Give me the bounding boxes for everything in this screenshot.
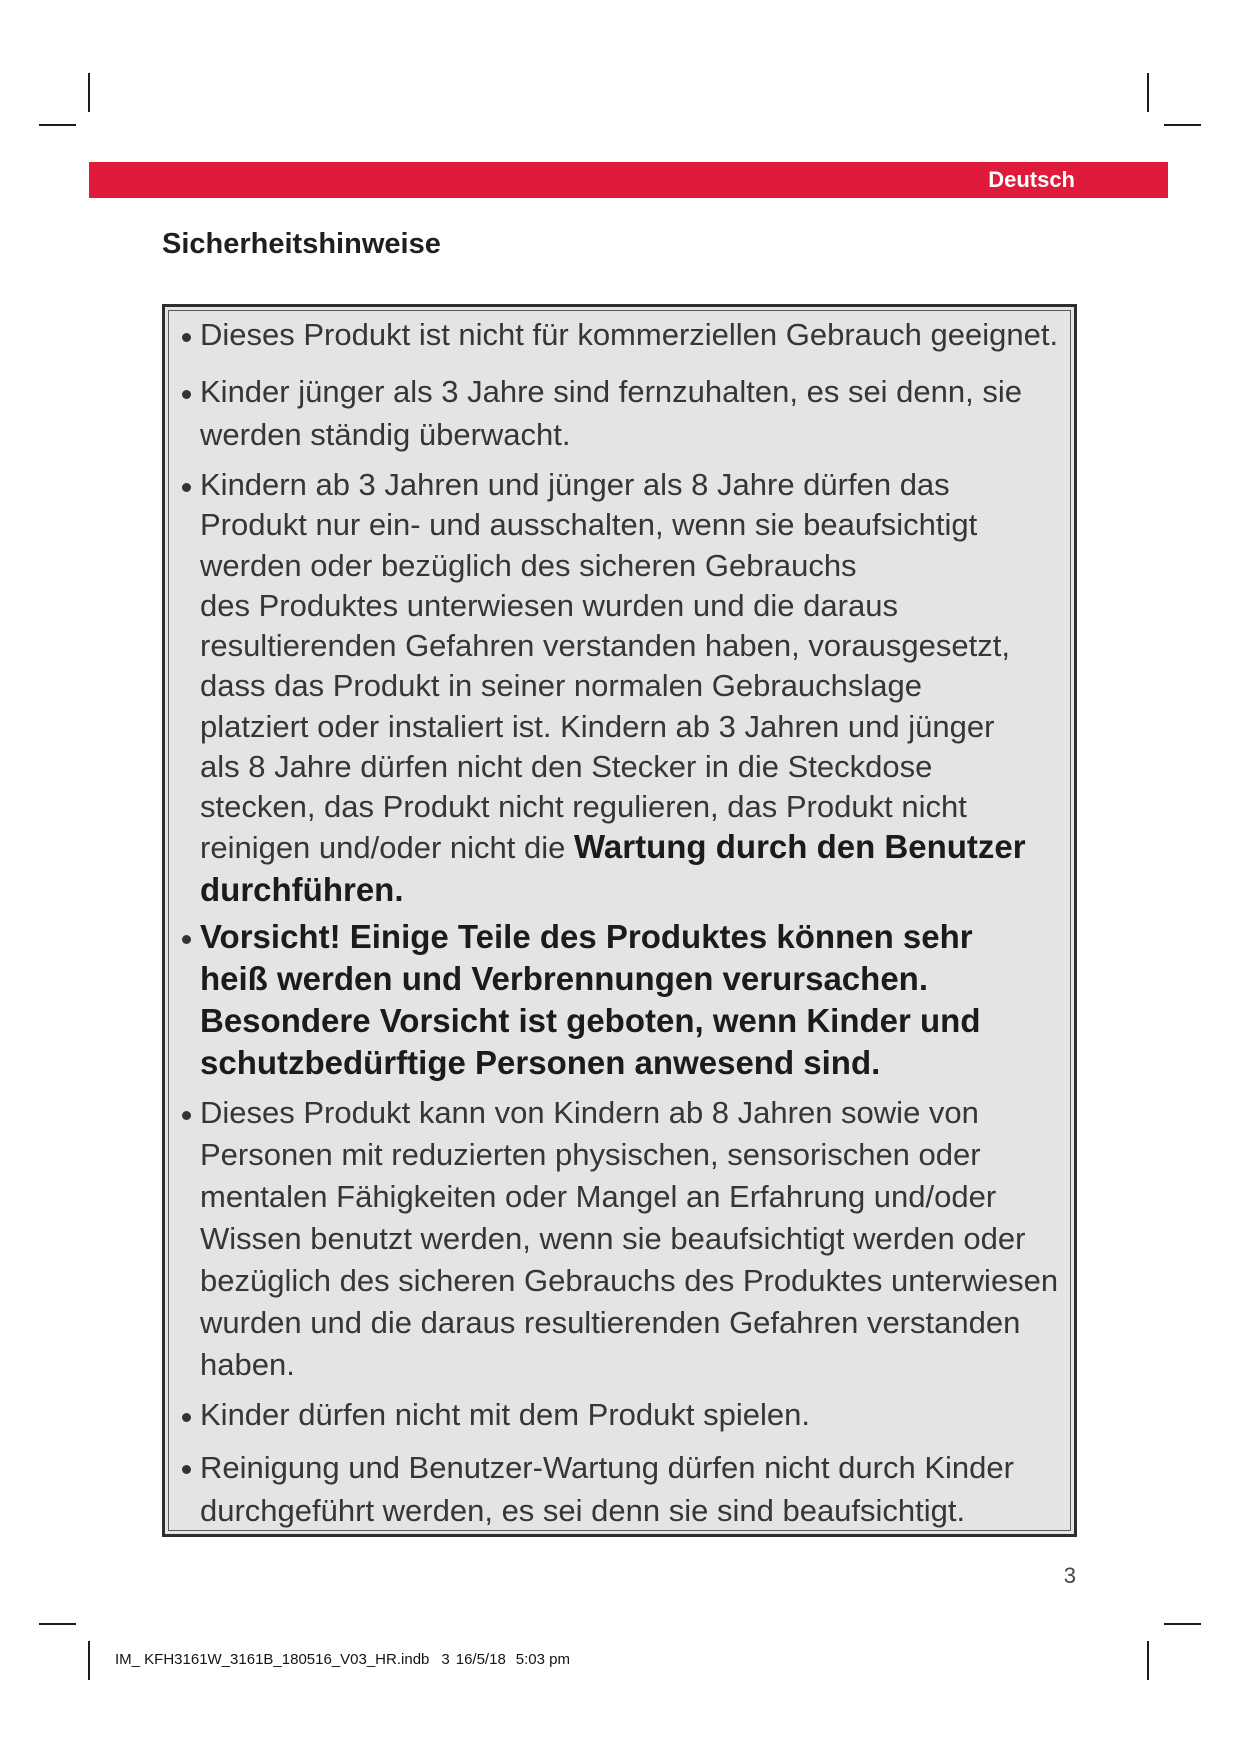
- bullet-dot: [182, 483, 191, 492]
- safety-note: [165, 465, 1074, 912]
- crop-mark-bottom-left-horizontal: [39, 1623, 76, 1625]
- section-title: Sicherheitshinweise: [162, 228, 441, 260]
- note-line: stecken, das Produkt nicht regulieren, das Produkt nicht: [200, 789, 967, 825]
- note-line: mentalen Fähigkeiten oder Mangel an Erfahrung und/oder: [200, 1178, 997, 1214]
- bullet-dot: [182, 333, 191, 342]
- note-line: platziert oder instaliert ist. Kindern ab 3 Jahren und jünger: [200, 708, 995, 744]
- note-line: dass das Produkt in seiner normalen Gebrauchslage: [200, 668, 923, 704]
- warning-line: Vorsicht! Einige Teile des Produktes können sehr: [200, 917, 973, 955]
- note-line: Wissen benutzt werden, wenn sie beaufsichtigt werden oder: [200, 1220, 1026, 1256]
- bullet-dot: [182, 1111, 191, 1120]
- note-line-emphasis: Wartung durch den Benutzer: [574, 827, 1026, 865]
- warning-line: Besondere Vorsicht ist geboten, wenn Kinder und: [200, 1001, 981, 1039]
- crop-mark-top-left-vertical: [88, 73, 90, 112]
- language-bar: [89, 162, 1168, 198]
- crop-mark-top-right-horizontal: [1164, 124, 1201, 126]
- safety-note: [165, 1092, 1074, 1386]
- crop-mark-top-right-vertical: [1147, 73, 1149, 112]
- bullet-dot: [182, 1465, 191, 1474]
- crop-mark-bottom-left-vertical: [88, 1641, 90, 1680]
- safety-note: [165, 1446, 1074, 1532]
- safety-note: [165, 314, 1074, 356]
- page-number: 3: [1063, 1563, 1076, 1588]
- note-line: Reinigung und Benutzer-Wartung dürfen nicht durch Kinder: [200, 1449, 1014, 1485]
- bullet-dot: [182, 390, 191, 399]
- note-line-emphasis: durchführen.: [200, 870, 404, 908]
- crop-mark-top-left-horizontal: [39, 124, 76, 126]
- note-line: Kinder dürfen nicht mit dem Produkt spielen.: [200, 1396, 810, 1432]
- language-label: Deutsch: [988, 167, 1075, 192]
- slug-date: 16/5/18: [455, 1651, 506, 1668]
- note-line: [200, 828, 1074, 868]
- print-slug: [115, 1651, 570, 1669]
- note-line: Dieses Produkt kann von Kindern ab 8 Jahren sowie von: [200, 1094, 979, 1130]
- note-line: des Produktes unterwiesen wurden und die daraus: [200, 587, 898, 623]
- safety-note: [165, 1394, 1074, 1436]
- safety-note: [165, 370, 1074, 456]
- note-line: Kindern ab 3 Jahren und jünger als 8 Jahre dürfen das: [200, 467, 950, 502]
- crop-mark-bottom-right-horizontal: [1164, 1623, 1201, 1625]
- note-line: Dieses Produkt ist nicht für kommerziellen Gebrauch geeignet.: [200, 317, 1059, 352]
- note-line: Produkt nur ein- und ausschalten, wenn sie beaufsichtigt: [200, 507, 978, 543]
- note-line: Kinder jünger als 3 Jahre sind fernzuhalten, es sei denn, sie: [200, 374, 1022, 409]
- note-line: als 8 Jahre dürfen nicht den Stecker in die Steckdose: [200, 749, 933, 785]
- note-line: werden ständig überwacht.: [200, 417, 571, 452]
- note-line: haben.: [200, 1346, 295, 1382]
- slug-page: 3: [441, 1651, 450, 1668]
- note-line-text: reinigen und/oder nicht die: [200, 829, 566, 865]
- note-line: durchgeführt werden, es sei denn sie sind beaufsichtigt.: [200, 1492, 966, 1528]
- note-line: werden oder bezüglich des sicheren Gebrauchs: [200, 547, 857, 583]
- note-line: Personen mit reduzierten physischen, sensorischen oder: [200, 1136, 981, 1172]
- slug-time: 5:03 pm: [515, 1651, 570, 1668]
- bullet-dot: [182, 935, 191, 944]
- slug-file-name: IM_ KFH3161W_3161B_180516_V03_HR.indb: [115, 1651, 430, 1668]
- note-line: wurden und die daraus resultierenden Gefahren verstanden: [200, 1304, 1021, 1340]
- safety-notes-box: [162, 304, 1077, 1537]
- warning-line: heiß werden und Verbrennungen verursachen.: [200, 959, 928, 997]
- crop-mark-bottom-right-vertical: [1147, 1641, 1149, 1680]
- warning-line: schutzbedürftige Personen anwesend sind.: [200, 1043, 881, 1081]
- note-line: resultierenden Gefahren verstanden haben, vorausgesetzt,: [200, 628, 1010, 664]
- safety-note-warning: [165, 916, 1074, 1084]
- safety-notes-list: [165, 307, 1074, 1532]
- note-line: bezüglich des sicheren Gebrauchs des Produktes unterwiesen: [200, 1262, 1059, 1298]
- bullet-dot: [182, 1413, 191, 1422]
